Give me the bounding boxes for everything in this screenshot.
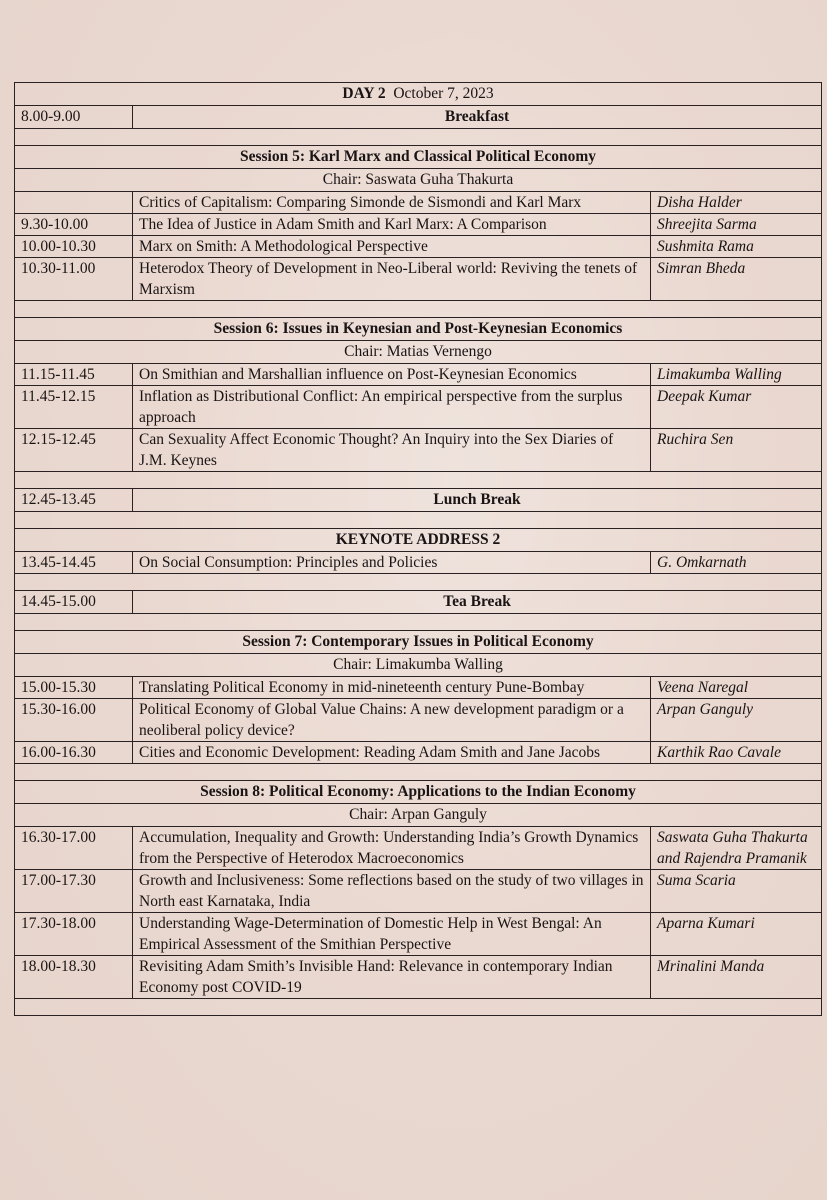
talk-row [15, 956, 822, 999]
session-title-row [15, 631, 822, 654]
talk-speaker: Deepak Kumar [651, 386, 822, 429]
lunch-time: 12.45-13.45 [15, 489, 133, 512]
spacer-row [15, 129, 822, 146]
session6-chair: Chair: Matias Vernengo [15, 341, 822, 364]
talk-speaker: Arpan Ganguly [651, 699, 822, 742]
talk-time [15, 192, 133, 214]
spacer-row [15, 301, 822, 318]
talk-time: 15.00-15.30 [15, 677, 133, 699]
talk-speaker: Saswata Guha Thakurta and Rajendra Pramanik [651, 827, 822, 870]
breakfast-label: Breakfast [133, 106, 822, 129]
talk-time: 17.00-17.30 [15, 870, 133, 913]
keynote-talk: On Social Consumption: Principles and Policies [133, 552, 651, 574]
talk-row [15, 258, 822, 301]
session7-title: Session 7: Contemporary Issues in Political Economy [15, 631, 822, 654]
breakfast-time: 8.00-9.00 [15, 106, 133, 129]
lunch-row [15, 489, 822, 512]
talk-time: 18.00-18.30 [15, 956, 133, 999]
talk-time: 10.30-11.00 [15, 258, 133, 301]
session-chair-row [15, 804, 822, 827]
talk-title: Translating Political Economy in mid-nineteenth century Pune-Bombay [133, 677, 651, 699]
breakfast-row [15, 106, 822, 129]
spacer-row [15, 614, 822, 631]
talk-speaker: Mrinalini Manda [651, 956, 822, 999]
talk-time: 10.00-10.30 [15, 236, 133, 258]
talk-speaker: Sushmita Rama [651, 236, 822, 258]
spacer-row [15, 999, 822, 1016]
talk-speaker: Shreejita Sarma [651, 214, 822, 236]
session-title-row [15, 146, 822, 169]
session5-title: Session 5: Karl Marx and Classical Political Economy [15, 146, 822, 169]
session6-title: Session 6: Issues in Keynesian and Post-Keynesian Economics [15, 318, 822, 341]
schedule-sheet [14, 82, 821, 1016]
spacer-row [15, 472, 822, 489]
spacer-row [15, 574, 822, 591]
talk-time: 12.15-12.45 [15, 429, 133, 472]
tea-time: 14.45-15.00 [15, 591, 133, 614]
talk-time: 17.30-18.00 [15, 913, 133, 956]
talk-speaker: Ruchira Sen [651, 429, 822, 472]
talk-speaker: Simran Bheda [651, 258, 822, 301]
session-title-row [15, 781, 822, 804]
talk-row [15, 699, 822, 742]
talk-row [15, 386, 822, 429]
talk-speaker: Veena Naregal [651, 677, 822, 699]
spacer-row [15, 512, 822, 529]
session-title-row [15, 318, 822, 341]
talk-title: On Smithian and Marshallian influence on Post-Keynesian Economics [133, 364, 651, 386]
day-header-row [15, 83, 822, 106]
talk-title: Growth and Inclusiveness: Some reflections based on the study of two villages in North east Karnataka, India [133, 870, 651, 913]
talk-row [15, 192, 822, 214]
talk-time: 15.30-16.00 [15, 699, 133, 742]
keynote-time: 13.45-14.45 [15, 552, 133, 574]
talk-title: Critics of Capitalism: Comparing Simonde de Sismondi and Karl Marx [133, 192, 651, 214]
session-chair-row [15, 169, 822, 192]
talk-row [15, 677, 822, 699]
talk-title: Heterodox Theory of Development in Neo-Liberal world: Reviving the tenets of Marxism [133, 258, 651, 301]
tea-label: Tea Break [133, 591, 822, 614]
talk-speaker: Aparna Kumari [651, 913, 822, 956]
day-label: DAY 2 [342, 85, 386, 102]
spacer-row [15, 764, 822, 781]
talk-time: 11.15-11.45 [15, 364, 133, 386]
talk-row [15, 364, 822, 386]
talk-row [15, 913, 822, 956]
talk-title: Accumulation, Inequality and Growth: Understanding India’s Growth Dynamics from the Perspective of Heterodox Macroeconomics [133, 827, 651, 870]
keynote-row [15, 552, 822, 574]
lunch-label: Lunch Break [133, 489, 822, 512]
schedule-table [14, 82, 822, 1016]
talk-time: 11.45-12.15 [15, 386, 133, 429]
talk-title: The Idea of Justice in Adam Smith and Karl Marx: A Comparison [133, 214, 651, 236]
session8-chair: Chair: Arpan Ganguly [15, 804, 822, 827]
talk-title: Marx on Smith: A Methodological Perspective [133, 236, 651, 258]
talk-row [15, 742, 822, 764]
keynote-speaker: G. Omkarnath [651, 552, 822, 574]
talk-row [15, 870, 822, 913]
session5-chair: Chair: Saswata Guha Thakurta [15, 169, 822, 192]
day-header [15, 83, 822, 106]
talk-speaker: Limakumba Walling [651, 364, 822, 386]
talk-row [15, 214, 822, 236]
tea-row [15, 591, 822, 614]
talk-time: 9.30-10.00 [15, 214, 133, 236]
session-chair-row [15, 654, 822, 677]
talk-row [15, 827, 822, 870]
talk-row [15, 236, 822, 258]
day-date: October 7, 2023 [393, 85, 494, 102]
talk-title: Understanding Wage-Determination of Domestic Help in West Bengal: An Empirical Assessment of the Smithian Perspective [133, 913, 651, 956]
keynote-title-row [15, 529, 822, 552]
talk-title: Inflation as Distributional Conflict: An empirical perspective from the surplus approach [133, 386, 651, 429]
talk-title: Cities and Economic Development: Reading Adam Smith and Jane Jacobs [133, 742, 651, 764]
session8-title: Session 8: Political Economy: Applications to the Indian Economy [15, 781, 822, 804]
talk-time: 16.00-16.30 [15, 742, 133, 764]
session7-chair: Chair: Limakumba Walling [15, 654, 822, 677]
talk-time: 16.30-17.00 [15, 827, 133, 870]
talk-speaker: Suma Scaria [651, 870, 822, 913]
keynote-title: KEYNOTE ADDRESS 2 [15, 529, 822, 552]
talk-speaker: Karthik Rao Cavale [651, 742, 822, 764]
talk-title: Can Sexuality Affect Economic Thought? An Inquiry into the Sex Diaries of J.M. Keynes [133, 429, 651, 472]
session-chair-row [15, 341, 822, 364]
talk-speaker: Disha Halder [651, 192, 822, 214]
talk-title: Revisiting Adam Smith’s Invisible Hand: Relevance in contemporary Indian Economy post COVID-19 [133, 956, 651, 999]
talk-row [15, 429, 822, 472]
talk-title: Political Economy of Global Value Chains: A new development paradigm or a neoliberal policy device? [133, 699, 651, 742]
